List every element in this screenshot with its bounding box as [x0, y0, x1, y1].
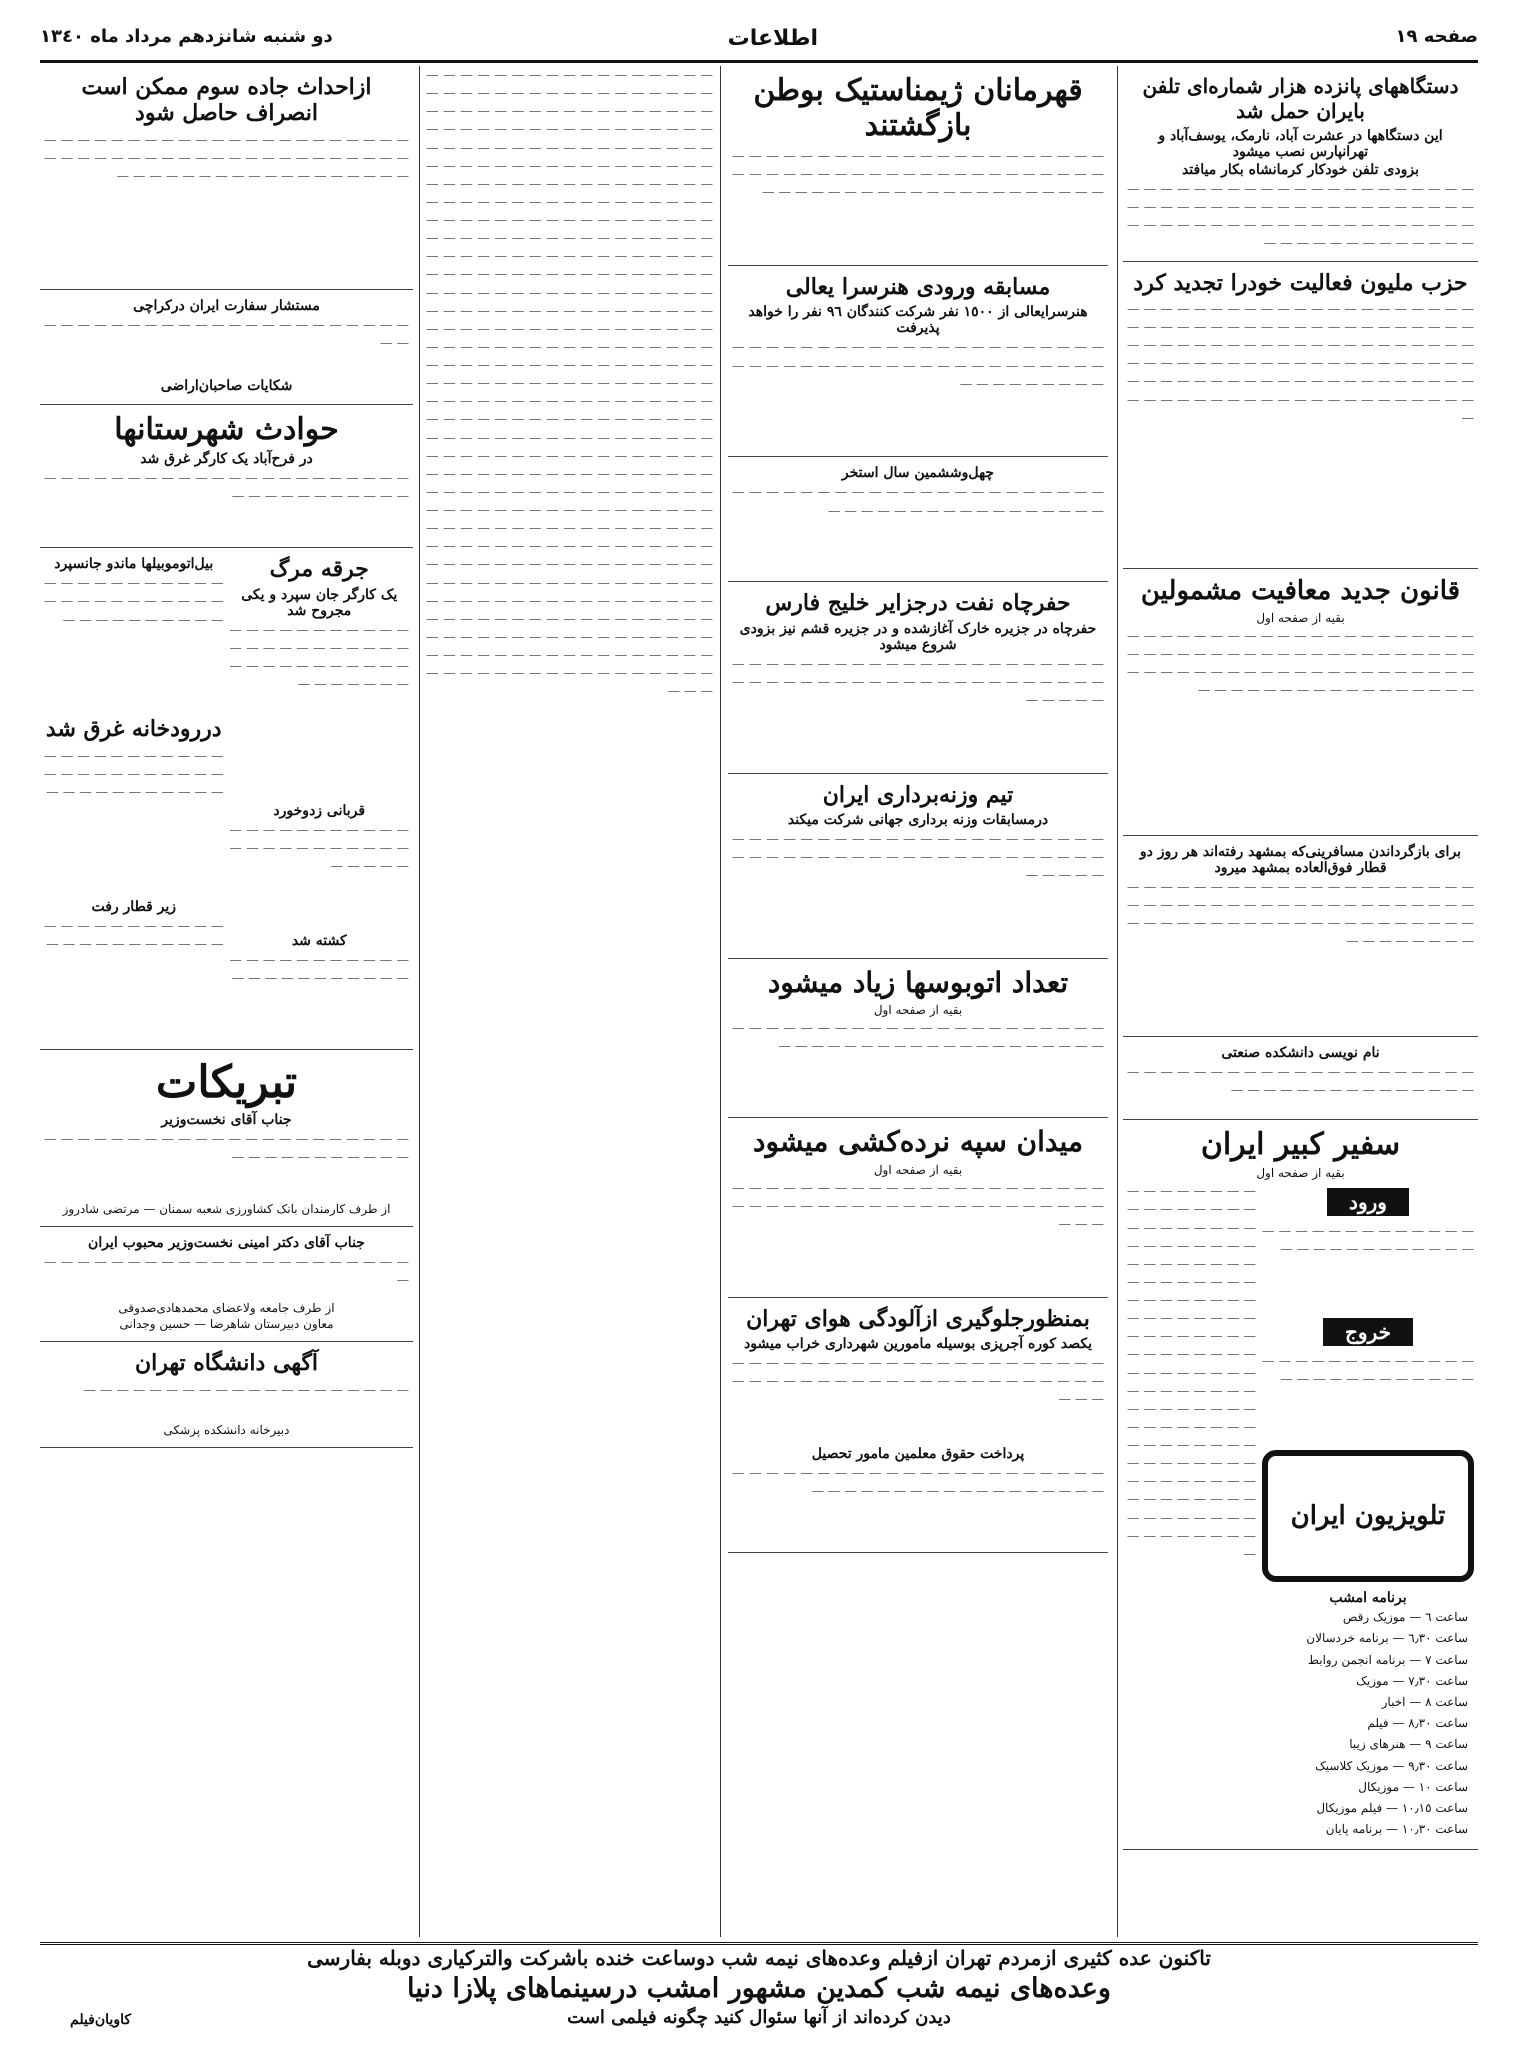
subheadline: هنرسرایعالی از ١٥٠٠ نفر شرکت کنندگان ٩٦ نفر را خواهد پذیرفت — [748, 304, 1088, 337]
headline-secondary: شکایات صاحبان‌اراضی — [160, 377, 293, 394]
ad-congrats-2: جناب آقای دکتر امینی نخست‌وزیر محبوب ایران — — — — — — — — — — — — — — — — — — — — — — — از طرف جامعه ولاعضای محمدهادی‌صدوقی معاون دبیرستان شاهرضا — حسین وجدانی — [40, 1227, 413, 1342]
article-third-road: ازاحداث جاده سوم ممکن است انصراف حاصل شود — — — — — — — — — — — — — — — — — — — — — — — — — — — — — — — — — — — — — — — — — — — — — — — — — — — — — — — — — — — — — — — [40, 66, 413, 290]
page-header — [40, 22, 1478, 63]
headline: دررودخانه غرق شد — [45, 716, 222, 743]
column-center — [728, 66, 1108, 1937]
column-rule — [1117, 66, 1118, 1937]
program-item: ساعت ٩٫٣٠ — موزیک کلاسیک — [1315, 1758, 1468, 1773]
page-number: صفحه ١٩ — [1395, 26, 1478, 47]
signature: از طرف کارمندان بانک کشاورزی شعبه سمنان — مرتضی شادروز — [62, 1202, 391, 1217]
headline: میدان سپه نرده‌کشی میشود — [752, 1125, 1084, 1159]
article-ambassador: سفیر کبیر ایران بقیه از صفحه اول ورود — — — — — — — — — — — — — — — — — — — — — — — — — خروج — — — — — — — — — — — — — — — — — — — — — — — — — تلویزیون ایران برنامه امشب ساعت ٦ — موزیک رقص ساعت ٦٫٣٠ — برنامه خردسالان ساعت ٧ — برنامه انجمن روابط ساعت ٧٫٣٠ — موزیک ساعت ٨ — اخبار ساعت ٨٫٣٠ — فیلم ساعت ٩ — هنرهای زیبا ساعت ٩٫٣٠ — موزیک کلاسیک ساعت ١٠ — موزیکال ساعت ١٠٫١٥ — فیلم موزیکال ساعت ١٠٫٣٠ — برنامه پایان — — — — — — — — — — — — — — — — — — — — — — — — — — — — — — — — — — — — — — — — — — — — — — — — — — — — — — — — — — — — — — — — — — — — — — — — — — — — — — — — — — — — — — — — — — — — — — — — — — — — — — — — — — — — — — — — — — — — — — — — — — — — — — — — — — — — — — — — — — — — — — — — — — — — — — — — — — — — — — — — — — [1123, 1120, 1478, 1851]
signature: معاون دبیرستان شاهرضا — حسین وجدانی — [119, 1317, 334, 1332]
article-air-pollution: بمنظورجلوگیری ازآلودگی هوای تهران یکصد کوره آجرپزی بوسیله مامورین شهرداری خراب میشود — — — — — — — — — — — — — — — — — — — — — — — — — — — — — — — — — — — — — — — — — — — — — — — پرداخت حقوق معلمین مامور تحصیل — — — — — — — — — — — — — — — — — — — — — — — — — — — — — — — — — — — — — — — — — [728, 1298, 1108, 1553]
article-polytechnic: نام نویسی دانشکده صنعتی — — — — — — — — — — — — — — — — — — — — — — — — — — — — — — — — — — — — — [1123, 1037, 1478, 1120]
article-oil-well: حفرچاه نفت درجزایر خلیج فارس حفرچاه در جزیره خارک آغازشده و در جزیره قشم نیز بزودی شروع میشود — — — — — — — — — — — — — — — — — — — — — — — — — — — — — — — — — — — — — — — — — — — — — — — — — — [728, 582, 1108, 773]
headline: نام نویسی دانشکده صنعتی — [1221, 1044, 1380, 1061]
headline: قانون جدید معافیت مشمولین — [1140, 575, 1461, 606]
tv-logo: تلویزیون ایران — [1262, 1450, 1474, 1582]
program-item: ساعت ٨٫٣٠ — فیلم — [1367, 1716, 1468, 1731]
headline: تیم وزنه‌برداری ایران — [822, 781, 1014, 808]
lead: بزودی تلفن خودکار کرمانشاه بکار میافتد — [1181, 162, 1420, 178]
headline: سفیر کبیر ایران — [1200, 1126, 1401, 1162]
headline: کشته شد — [291, 932, 347, 949]
headline: مستشار سفارت ایران درکراچی — [133, 297, 320, 314]
article-weightlifting: تیم وزنه‌برداری ایران درمسابقات وزنه برداری جهانی شرکت میکند — — — — — — — — — — — — — — — — — — — — — — — — — — — — — — — — — — — — — — — — — — — — — — — — — — [728, 774, 1108, 959]
program-title: برنامه امشب — [1329, 1590, 1407, 1607]
headline: مسابقه ورودی هنرسرا یعالی — [785, 274, 1051, 300]
program-item: ساعت ٩ — هنرهای زیبا — [1349, 1737, 1468, 1752]
article-karachi: مستشار سفارت ایران درکراچی — — — — — — — — — — — — — — — — — — — — — — — — شکایات صاحبان‌اراضی — [40, 290, 413, 405]
signature: دبیرخانه دانشکده پزشکی — [163, 1422, 290, 1437]
ad-line-1: تاکنون عده کثیری ازمردم تهران ازفیلم وعده‌های نیمه شب دوساعت خنده باشرکت والترکیاری دوبله بفارسی — [307, 1946, 1211, 1970]
section-provinces: حوادث شهرستانها در فرح‌آباد یک کارگر غرق شد — — — — — — — — — — — — — — — — — — — — — — — — — — — — — — — — — — [40, 405, 413, 549]
headline: بمنظورجلوگیری ازآلودگی هوای تهران — [746, 1305, 1090, 1332]
film-advertisement — [40, 1942, 1478, 2031]
section-congratulations: تبریکات جناب آقای نخست‌وزیر — — — — — — — — — — — — — — — — — — — — — — — — — — — — — — — — — از طرف کارمندان بانک کشاورزی شعبه سمنان — مرتضی شادروز — [40, 1050, 413, 1228]
article-art-school: مسابقه ورودی هنرسرا یعالی هنرسرایعالی از ١٥٠٠ نفر شرکت کنندگان ٩٦ نفر را خواهد پذیرفت — — — — — — — — — — — — — — — — — — — — — — — — — — — — — — — — — — — — — — — — — — — — — — — — — — — — — — [728, 266, 1108, 457]
program-item: ساعت ٨ — اخبار — [1381, 1695, 1468, 1710]
subheadline: یکصد کوره آجرپزی بوسیله مامورین شهرداری خراب میشود — [744, 1335, 1092, 1352]
headline: دستگاههای پانزده هزار شماره‌ای تلفن بایران حمل شد — [1142, 74, 1459, 123]
program-item: ساعت ٧ — برنامه انجمن روابط — [1307, 1652, 1468, 1667]
program-item: ساعت ٧٫٣٠ — موزیک — [1356, 1673, 1468, 1688]
column-left — [40, 66, 413, 1937]
headline: حزب ملیون فعالیت خودرا تجدید کرد — [1133, 269, 1468, 296]
headline: قربانی زدوخورد — [273, 802, 366, 819]
program-list — [1262, 1608, 1474, 1839]
subheadline: حفرچاه در جزیره خارک آغازشده و در جزیره قشم نیز بزودی شروع میشود — [739, 620, 1097, 653]
signature: از طرف جامعه ولاعضای محمدهادی‌صدوقی — [118, 1301, 335, 1316]
subheadline: جناب آقای دکتر امینی نخست‌وزیر محبوب ایران — [88, 1235, 365, 1252]
headline: در فرح‌آباد یک کارگر غرق شد — [140, 451, 313, 468]
article-pool: چهل‌وششمین سال استخر — — — — — — — — — — — — — — — — — — — — — — — — — — — — — — — — — — — — — — — — [728, 457, 1108, 582]
subheadline: درمسابقات وزنه برداری جهانی شرکت میکند — [787, 812, 1049, 829]
newspaper-name: اطلاعات — [727, 26, 818, 51]
continued-note: بقیه از صفحه اول — [873, 1003, 963, 1018]
program-item: ساعت ١٠ — موزیکال — [1358, 1779, 1468, 1794]
program-item: ساعت ١٠٫١٥ — فیلم موزیکال — [1316, 1800, 1468, 1815]
departures-label: خروج — [1323, 1318, 1413, 1346]
continued-note: بقیه از صفحه اول — [873, 1162, 963, 1177]
continued-note: بقیه از صفحه اول — [1256, 1166, 1345, 1181]
subheadline: این دستگاهها در عشرت آباد، نارمک، یوسف‌آباد و تهرانپارس نصب میشود — [1158, 128, 1443, 160]
headline: ازاحداث جاده سوم ممکن است انصراف حاصل شود — [81, 74, 372, 127]
article-conscription: قانون جدید معافیت مشمولین بقیه از صفحه اول — — — — — — — — — — — — — — — — — — — — — — — — — — — — — — — — — — — — — — — — — — — — — — — — — — — — — — — — — — — — — — — — — — — — — — — — — — — — — — — — — [1123, 569, 1478, 836]
headline: حفرچاه نفت درجزایر خلیج فارس — [765, 590, 1071, 617]
program-item: ساعت ١٠٫٣٠ — برنامه پایان — [1325, 1822, 1468, 1837]
headline: برای بازگرداندن مسافرینی‌که بمشهد رفته‌اند هر روز دو قطار فوق‌العاده بمشهد میرود — [1139, 843, 1462, 876]
headline: جرقه مرگ — [269, 556, 369, 583]
article-mashhad-train: برای بازگرداندن مسافرینی‌که بمشهد رفته‌اند هر روز دو قطار فوق‌العاده بمشهد میرود — — — — — — — — — — — — — — — — — — — — — — — — — — — — — — — — — — — — — — — — — — — — — — — — — — — — — — — — — — — — — — — — — — — — — — — — [1123, 836, 1478, 1037]
article-sepah-square: میدان سپه نرده‌کشی میشود بقیه از صفحه اول — — — — — — — — — — — — — — — — — — — — — — — — — — — — — — — — — — — — — — — — — — — — — — — — [728, 1118, 1108, 1297]
column-rule — [720, 66, 721, 1937]
issue-date: دو شنبه شانزدهم مرداد ماه ١٣٤٠ — [40, 26, 333, 47]
arrivals-label: ورود — [1327, 1188, 1409, 1216]
subheadline: جناب آقای نخست‌وزیر — [161, 1112, 292, 1129]
column-rule — [419, 66, 420, 1937]
headline: تعداد اتوبوسها زیاد میشود — [767, 966, 1069, 1000]
program-item: ساعت ٦ — موزیک رقص — [1342, 1610, 1468, 1625]
subheadline: یک کارگر جان سپرد و یکی مجروح شد — [241, 586, 398, 619]
section-title: تبریکات — [155, 1056, 298, 1108]
ad-line-3: دیدن کرده‌اند از آنها سئوال کنید چگونه فیلمی است — [567, 2007, 951, 2029]
headline: بیل‌اتوموبیلها ماندو جانسپرد — [54, 556, 214, 573]
headline: چهل‌وششمین سال استخر — [841, 465, 995, 482]
ad-line-2: وعده‌های نیمه شب کمدین مشهور امشب درسینماهای پلازا دنیا — [407, 1973, 1111, 2004]
headline: آگهی دانشگاه تهران — [134, 1350, 319, 1377]
article-gymnasts: قهرمانان ژیمناستیک بوطن بازگشتند — — — — — — — — — — — — — — — — — — — — — — — — — — — — — — — — — — — — — — — — — — — — — — — — — — — — — — — — — — — — — — — — — — [728, 66, 1108, 266]
headline: زیر قطار رفت — [91, 898, 177, 915]
article-party: حزب ملیون فعالیت خودرا تجدید کرد — — — — — — — — — — — — — — — — — — — — — — — — — — — — — — — — — — — — — — — — — — — — — — — — — — — — — — — — — — — — — — — — — — — — — — — — — — — — — — — — — — — — — — — — — — — — — — — — — — — — — — — — — — — — — — — — — — — — — — — — — — — — — — — — [1123, 262, 1478, 569]
column-center-left: — — — — — — — — — — — — — — — — — — — — — — — — — — — — — — — — — — — — — — — — — — — — — — — — — — — — — — — — — — — — — — — — — — — — — — — — — — — — — — — — — — — — — — — — — — — — — — — — — — — — — — — — — — — — — — — — — — — — — — — — — — — — — — — — — — — — — — — — — — — — — — — — — — — — — — — — — — — — — — — — — — — — — — — — — — — — — — — — — — — — — — — — — — — — — — — — — — — — — — — — — — — — — — — — — — — — — — — — — — — — — — — — — — — — — — — — — — — — — — — — — — — — — — — — — — — — — — — — — — — — — — — — — — — — — — — — — — — — — — — — — — — — — — — — — — — — — — — — — — — — — — — — — — — — — — — — — — — — — — — — — — — — — — — — — — — — — — — — — — — — — — — — — — — — — — — — — — — — — — — — — — — — — — — — — — — — — — — — — — — — — — — — — — — — — — — — — — — — — — — — — — — — — — — — — — — — — — — — — — — — — — — — — — — — — — — — — — — — — — — — — — — — — — — — — — — — — — — — — — — — — — — — — — — — — — — — — — — — — — — — — — — — — — — — — — — — — — — — — — — — — — — — — — — — — — — — — — — — — — — — — — — — — — — — — — — — — — — — — — — — — — — — — — — — — — — — — — — — — — — — — — — — — — — — — — — — — — — — — — — — — — [426, 67, 713, 699]
article-telephone: دستگاههای پانزده هزار شماره‌ای تلفن بایران حمل شد این دستگاهها در عشرت آباد، نارمک، یوسف‌آباد و تهرانپارس نصب میشود بزودی تلفن خودکار کرمانشاه بکار میافتد — — — — — — — — — — — — — — — — — — — — — — — — — — — — — — — — — — — — — — — — — — — — — — — — — — — — — — — — — — — — — — — — — — — — — — — — — — — — — [1123, 66, 1478, 262]
headline-secondary: پرداخت حقوق معلمین مامور تحصیل — [811, 1445, 1025, 1462]
ad-credit: کاویان‌فیلم — [70, 2011, 132, 2028]
column-right — [1123, 66, 1478, 1937]
headline: قهرمانان ژیمناستیک بوطن بازگشتند — [753, 73, 1083, 143]
article-spark: جرقه مرگ یک کارگر جان سپرد و یکی مجروح شد — — — — — — — — — — — — — — — — — — — — — — — — — — — — — — — — — — — — — — — — قربانی زدوخورد — — — — — — — — — — — — — — — — — — — — — — — — — — — کشته شد — — — — — — — — — — — — — — — — — — — — — — بیل‌اتوموبیلها ماندو جانسپرد — — — — — — — — — — — — — — — — — — — — — — — — — — — — — — — — دررودخانه غرق شد — — — — — — — — — — — — — — — — — — — — — — — — — — — — — — — — — زیر قطار رفت — — — — — — — — — — — — — — — — — — — — — — — [40, 548, 413, 1049]
continued-note: بقیه از صفحه اول — [1256, 610, 1345, 625]
ad-tehran-university: آگهی دانشگاه تهران — — — — — — — — — — — — — — — — — — — — دبیرخانه دانشکده پزشکی — [40, 1342, 413, 1447]
program-item: ساعت ٦٫٣٠ — برنامه خردسالان — [1306, 1631, 1468, 1646]
article-buses: تعداد اتوبوسها زیاد میشود بقیه از صفحه اول — — — — — — — — — — — — — — — — — — — — — — — — — — — — — — — — — — — — — — — — — — — [728, 959, 1108, 1118]
section-title: حوادث شهرستانها — [114, 411, 339, 447]
